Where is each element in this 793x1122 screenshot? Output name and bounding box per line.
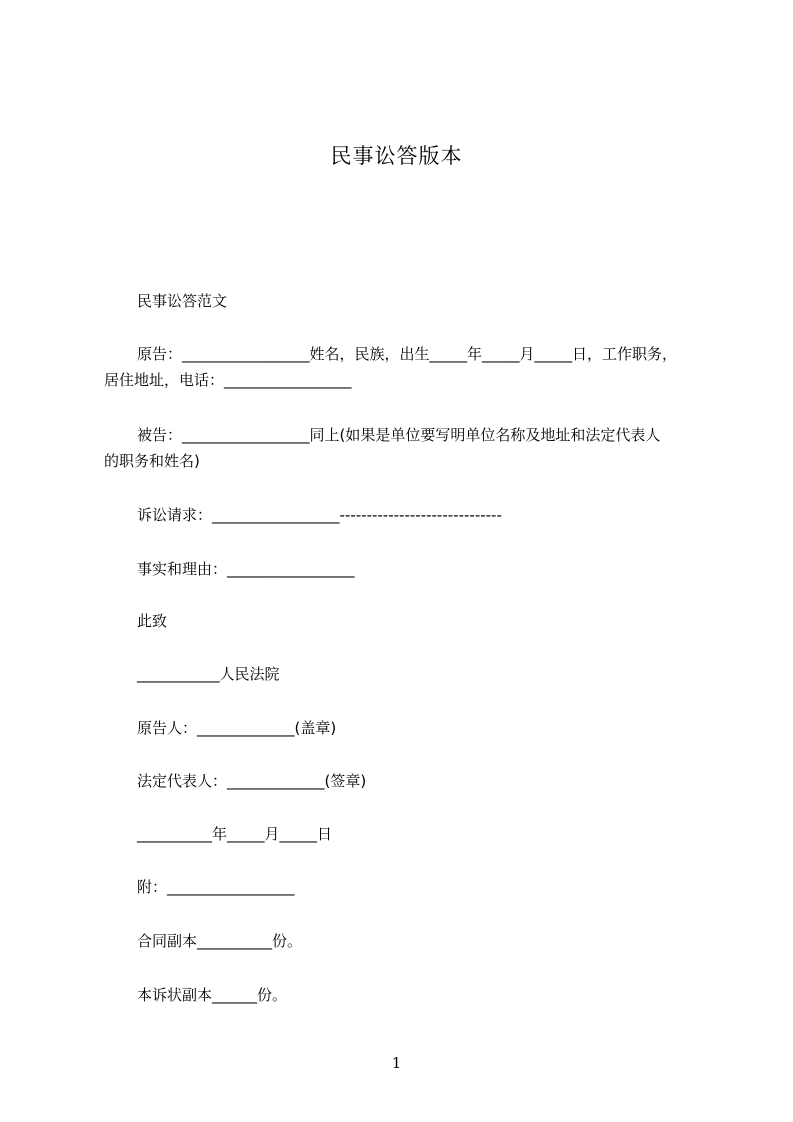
document-heading: 民事讼答范文 xyxy=(137,292,228,310)
plaintiff-signature-line: 原告人：_____________(盖章) xyxy=(137,719,337,737)
date-line: __________年_____月_____日 xyxy=(137,825,333,843)
court-line: ___________人民法院 xyxy=(137,665,280,683)
legal-rep-line: 法定代表人：_____________(签章) xyxy=(137,772,367,790)
plaintiff-line-2: 居住地址，电话：_________________ xyxy=(104,371,352,389)
defendant-line-1 xyxy=(104,422,660,448)
complaint-copies-line: 本诉状副本______份。 xyxy=(137,986,288,1004)
plaintiff-line-1 xyxy=(104,341,677,367)
salutation-line: 此致 xyxy=(137,612,168,630)
claims-line: 诉讼请求：_________________------------------------------ xyxy=(137,506,502,524)
defendant-text-1: 被告：_________________同上(如果是单位要写明单位名称及地址和法定代表人 xyxy=(137,426,661,444)
page-number: 1 xyxy=(391,1054,402,1072)
plaintiff-text-1: 原告：_________________姓名，民族，出生_____年_____月_____日，工作职务， xyxy=(137,345,678,363)
document-title: 民事讼答版本 xyxy=(330,144,463,168)
contract-copies-line: 合同副本__________份。 xyxy=(137,932,303,950)
defendant-line-2: 的职务和姓名) xyxy=(104,452,200,470)
attachment-line: 附：_________________ xyxy=(137,878,295,896)
facts-line: 事实和理由：_________________ xyxy=(137,560,355,578)
